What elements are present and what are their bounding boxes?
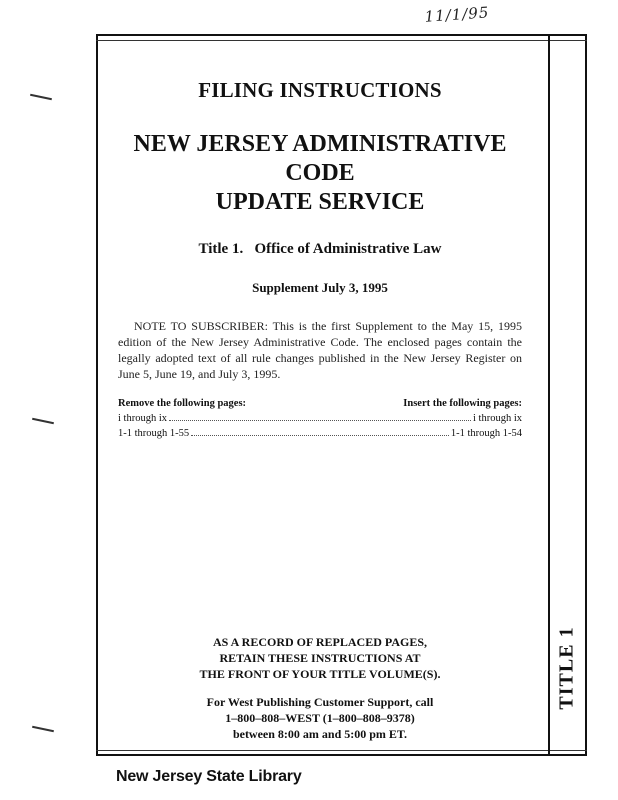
remove-header: Remove the following pages: <box>118 398 247 409</box>
tab-divider <box>548 34 550 756</box>
insert-pages: 1-1 through 1-54 <box>450 428 522 439</box>
insert-pages: i through ix <box>473 413 522 424</box>
filing-title: FILING INSTRUCTIONS <box>198 78 442 102</box>
library-stamp: New Jersey State Library <box>116 768 302 785</box>
customer-support <box>118 694 522 742</box>
scan-mark <box>32 726 54 733</box>
insert-header: Insert the following pages: <box>403 398 522 409</box>
title-tab-label: TITLE 1 <box>555 626 578 710</box>
record-line2: RETAIN THESE INSTRUCTIONS AT <box>219 651 421 665</box>
remove-pages: 1-1 through 1-55 <box>118 428 190 439</box>
code-title <box>118 130 522 217</box>
pages-table <box>118 398 522 441</box>
subscriber-note: NOTE TO SUBSCRIBER: This is the first Supplement to the May 15, 1995 edition of the New Jersey Administrative Code. The enclosed pages contain the legally adopted text of all rule changes published in the New Jersey Register on June 5, June 19, and July 3, 1995. <box>118 319 522 381</box>
pages-header <box>118 398 522 409</box>
record-instructions <box>118 634 522 682</box>
title-heading: Title 1. Office of Administrative Law <box>198 241 442 257</box>
support-phone: 1–800–808–WEST (1–800–808–9378) <box>225 711 415 725</box>
code-title-line2: UPDATE SERVICE <box>215 189 425 215</box>
table-row <box>118 411 522 426</box>
support-line1: For West Publishing Customer Support, call <box>206 695 434 709</box>
support-hours: between 8:00 am and 5:00 pm ET. <box>232 727 408 741</box>
scan-mark <box>32 418 54 425</box>
supplement-date: Supplement July 3, 1995 <box>252 280 388 295</box>
code-title-line1: NEW JERSEY ADMINISTRATIVE CODE <box>133 131 507 186</box>
scan-mark <box>30 94 52 101</box>
document-content <box>118 34 522 441</box>
record-line1: AS A RECORD OF REPLACED PAGES, <box>212 635 428 649</box>
handwritten-note: 11/1/95 <box>424 3 490 26</box>
frame-rule-bottom <box>96 750 587 751</box>
record-line3: THE FRONT OF YOUR TITLE VOLUME(S). <box>199 667 441 681</box>
dot-leader <box>191 435 449 436</box>
table-row <box>118 426 522 441</box>
remove-pages: i through ix <box>118 413 167 424</box>
dot-leader <box>169 420 471 421</box>
